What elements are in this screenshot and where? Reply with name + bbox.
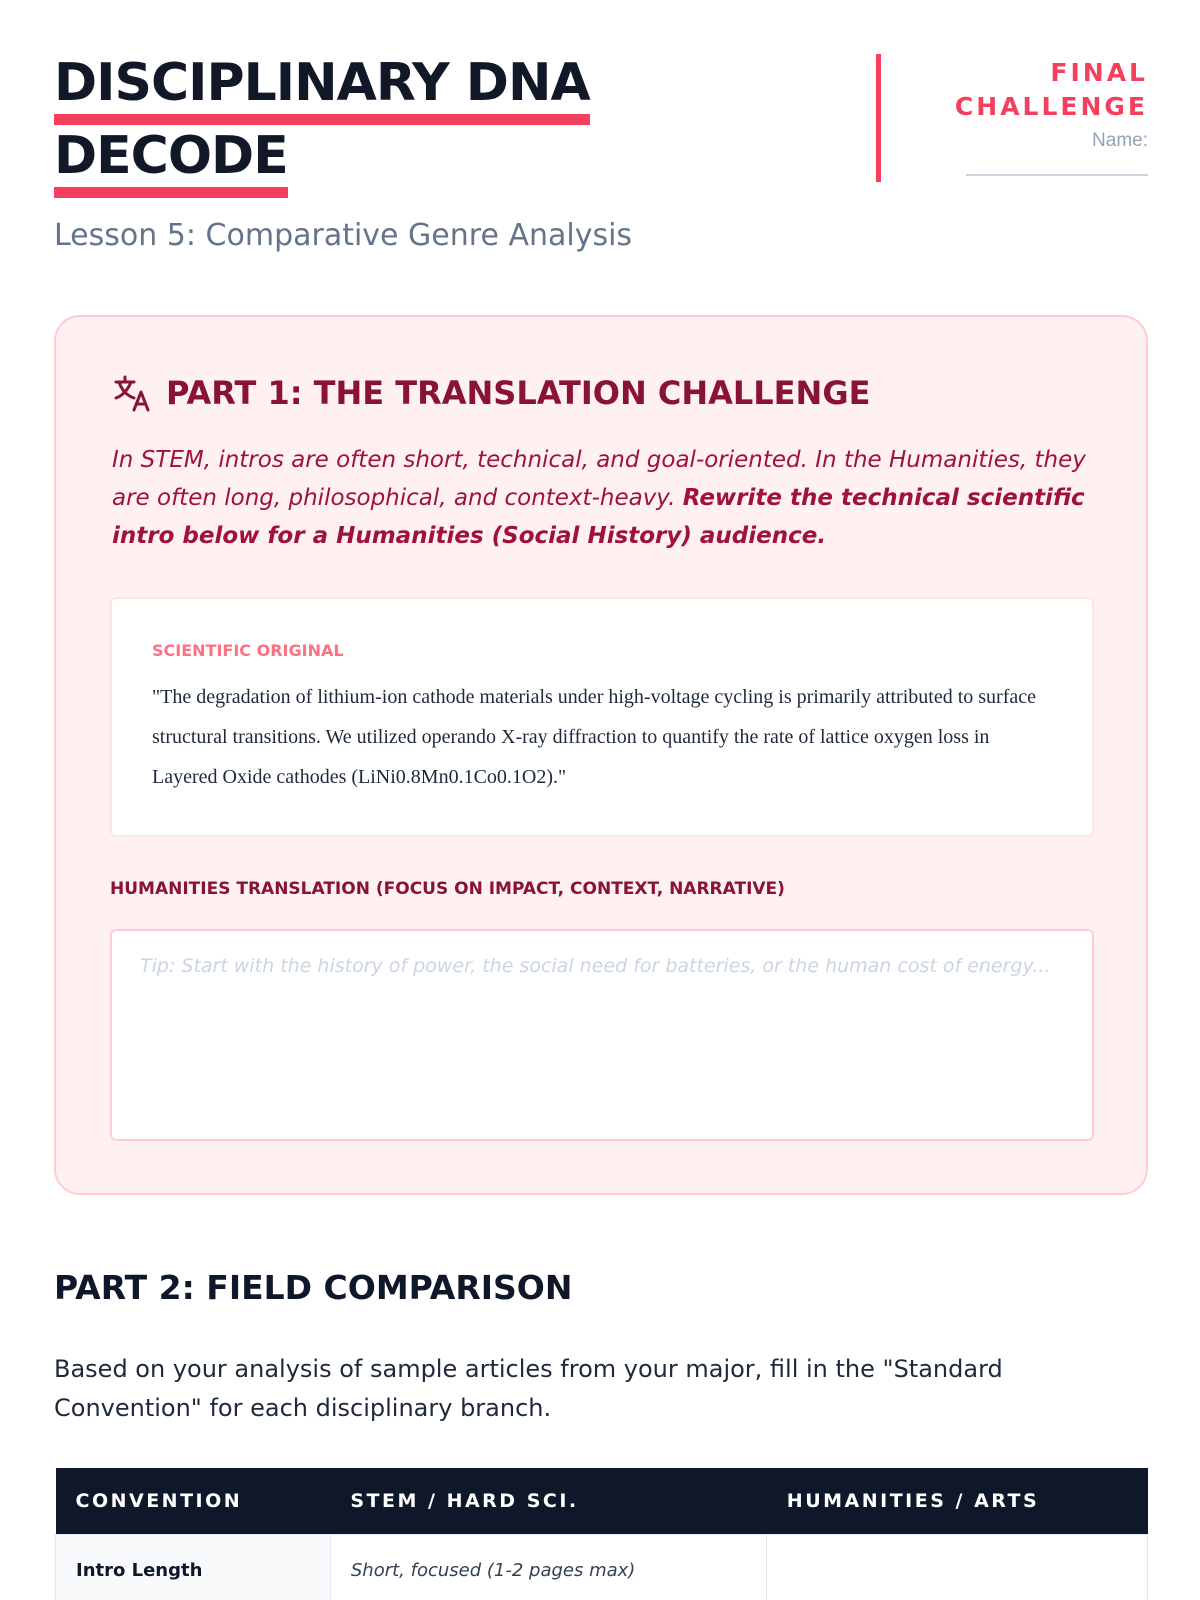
worksheet-header [54,52,1148,262]
instructions-text: In STEM, intros are often short, technical, and goal-oriented. In the Humanities, they are often long, philosophical, and context-heavy. [112,447,1086,511]
title-line-1: DISCIPLINARY DNA [54,52,590,125]
title-line-2: DECODE [54,125,288,198]
translation-label: HUMANITIES TRANSLATION (FOCUS ON IMPACT, CONTEXT, NARRATIVE) [110,879,785,899]
row-stem: Short, focused (1-2 pages max) [330,1534,766,1600]
original-text: "The degradation of lithium-ion cathode materials under high-voltage cycling is primarily attributed to surface structural transitions. We utilized operando X-ray diffraction to quantify the rate of lattice oxygen loss in Layered Oxide cathodes (LiNi0.8Mn0.1Co0.1O2)." [152,686,1036,788]
part1-title: PART 1: THE TRANSLATION CHALLENGE [166,374,871,412]
part2-title: PART 2: FIELD COMPARISON [54,1268,573,1307]
row-convention: Intro Length [56,1534,331,1600]
lesson-subtitle: Lesson 5: Comparative Genre Analysis [54,218,633,253]
header-stem: STEM / HARD SCI. [330,1468,766,1534]
instructions-emphasis: Rewrite the technical scientific intro below for a Humanities (Social History) audience. [112,485,1085,549]
table-row [56,1534,1148,1600]
name-field-line[interactable] [966,174,1148,176]
original-label: SCIENTIFIC ORIGINAL [152,641,344,660]
header-convention: CONVENTION [56,1468,331,1534]
header-divider [876,54,881,182]
translation-challenge-card [54,315,1148,1195]
page-title [54,52,734,198]
row-humanities-input[interactable] [767,1534,1148,1600]
part2-description: Based on your analysis of sample articles from your major, fill in the "Standard Convention" for each disciplinary branch. [54,1355,1003,1422]
table-header-row [56,1468,1148,1534]
part1-instructions [112,441,1102,555]
badge-line-1: FINAL [1050,58,1148,87]
badge-line-2: CHALLENGE [954,92,1148,121]
translate-icon [112,373,152,413]
name-label: Name: [1092,130,1148,151]
field-comparison-table [55,1468,1148,1600]
translation-input[interactable] [110,929,1094,1141]
card-heading [112,373,870,413]
header-humanities: HUMANITIES / ARTS [767,1468,1148,1534]
final-challenge-badge [955,56,1148,124]
scientific-original-box [110,597,1094,837]
